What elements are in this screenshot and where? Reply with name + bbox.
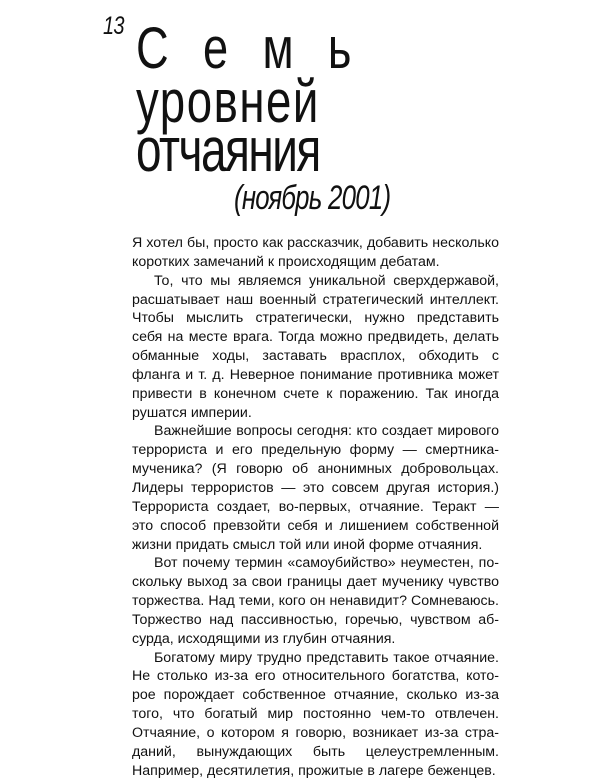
paragraph-3: Важнейшие вопросы сегодня: кто создает мирового террориста и его предельную форму — смертника-мученика? (Я говорю об анонимных добровольцах. Лидеры террористов — это совсем другая история.) Террориста создает, во-первых, отчаяние. Теракт — это способ превзойти себя и лишением собственной жизни придать смысл той или иной форме отчаяния. — [132, 423, 499, 553]
chapter-date-subtitle: (ноябрь 2001) — [234, 179, 391, 217]
paragraph-5: Богатому миру трудно представить такое отчаяние. Не столько из-за его относительного богатства, которое порождает собственное отчаяние, сколько из-за того, что богатый мир постоянно чем-то отвлечен. Отчаяние, о котором я говорю, возникает из-за страданий, вынуждающих быть целеустремленным. Например, десятилетия, прожитые в лагере беженцев. — [132, 649, 499, 779]
chapter-title-line-1: Семь — [136, 16, 386, 81]
chapter-body — [132, 234, 499, 780]
paragraph-1: Я хотел бы, просто как рассказчик, добавить несколько коротких замечаний к происходящим дебатам. — [132, 235, 499, 270]
chapter-number: 13 — [103, 12, 124, 40]
paragraph-2: То, что мы являемся уникальной сверхдержавой, расшатывает наш военный стратегический интеллект. Чтобы мыслить стратегически, нужно представить себя на месте врага. Тогда можно предвидеть, делать обманные ходы, заставать врасплох, обходить с фланга и т. д. Неверное понимание противника может привести в конечном счете к поражению. Так иногда рушатся империи. — [132, 272, 499, 421]
paragraph-4: Вот почему термин «самоубийство» неуместен, поскольку выход за свои границы дает мученику чувство торжества. Над теми, кого он ненавидит? Сомневаюсь. Торжество над пассивностью, горечью, чувством абсурда, исходящими из глубин отчаяния. — [132, 555, 499, 647]
chapter-title-line-2: уровней — [136, 68, 320, 135]
chapter-title-line-3: отчаяния — [136, 116, 320, 185]
